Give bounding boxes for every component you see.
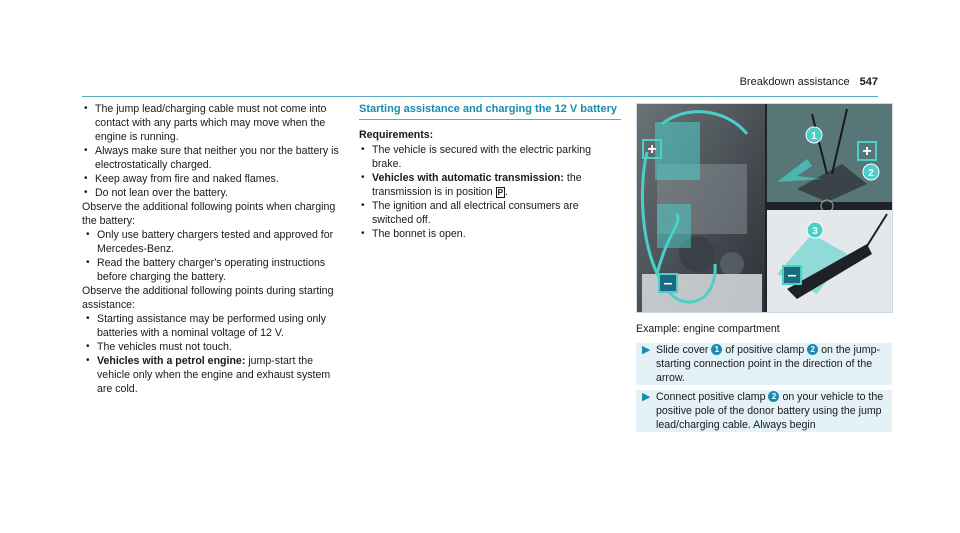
section-title: Breakdown assistance: [739, 76, 850, 88]
section-rule: [359, 119, 621, 120]
list-item: • The jump lead/charging cable must not come into contact with any parts which may move when the engine is running.: [82, 102, 347, 144]
list-item: • The ignition and all electrical consumers are switched off.: [359, 199, 621, 227]
list-item: • Always make sure that neither you nor the battery is electrostatically charged.: [82, 144, 347, 172]
callout-badge-1: 1: [711, 344, 722, 355]
list-item: • The vehicle is secured with the electric parking brake.: [359, 143, 621, 171]
page-number: 547: [859, 76, 878, 88]
auto-text: the transmission is in position: [372, 172, 582, 198]
step-arrow-icon: ▶: [642, 391, 651, 403]
instruction-step-2: [636, 390, 892, 432]
column-left: [82, 102, 347, 396]
petrol-text: jump-start the vehicle only when the engine and exhaust system are cold.: [97, 355, 331, 395]
instruction-step-1: [636, 343, 892, 385]
list-item: • Only use battery chargers tested and approved for Mercedes-Benz.: [84, 228, 347, 256]
engine-compartment-figure: [636, 103, 893, 313]
list-item: • Do not lean over the battery.: [82, 186, 347, 200]
header-rule: [82, 96, 878, 97]
auto-label: Vehicles with automatic transmission:: [372, 172, 564, 184]
minus-sign-detail: –: [787, 267, 797, 284]
observe-starting-text: Observe the additional following points during starting assistance:: [82, 285, 334, 311]
plus-sign: +: [647, 141, 657, 158]
engine-illustration: [637, 104, 892, 312]
list-item: • Keep away from fire and naked flames.: [82, 172, 347, 186]
step-text: on the jump-starting connection point in the direction of the arrow.: [656, 344, 881, 384]
plus-sign-detail: +: [862, 143, 872, 160]
step-arrow-icon: ▶: [642, 344, 651, 356]
bullet-list-c: [82, 312, 347, 396]
park-position-symbol: P: [497, 188, 503, 197]
list-item-petrol: [84, 354, 347, 396]
requirements-label: Requirements:: [359, 129, 434, 141]
list-item: • Read the battery charger's operating instructions before charging the battery.: [84, 256, 347, 284]
step-text: Slide cover: [656, 344, 709, 356]
minus-sign: –: [663, 275, 673, 292]
figure-caption: Example: engine compartment: [636, 323, 780, 335]
callout-3: 3: [812, 226, 818, 237]
column-middle: [359, 102, 621, 241]
callout-badge-2: 2: [807, 344, 818, 355]
bullet-list-b: [82, 228, 347, 284]
running-header: [740, 76, 878, 88]
list-item: • The bonnet is open.: [359, 227, 621, 241]
list-item: • Starting assistance may be performed using only batteries with a nominal voltage of 12 V.: [84, 312, 347, 340]
callout-2: 2: [868, 168, 874, 179]
petrol-label: Vehicles with a petrol engine:: [97, 355, 246, 367]
callout-1: 1: [811, 131, 817, 142]
auto-text-end: .: [505, 186, 508, 198]
step-text: on your vehicle to the positive pole of the donor battery using the jump lead/charging cable. Always begin: [656, 391, 884, 431]
step-2-text: [636, 390, 892, 432]
step-text: of positive clamp: [725, 344, 805, 356]
step-text: Connect positive clamp: [656, 391, 766, 403]
list-item-auto: [359, 171, 621, 199]
list-item: • The vehicles must not touch.: [84, 340, 347, 354]
negative-terminal-area: [657, 204, 691, 248]
requirements-list: [359, 143, 621, 241]
observe-charging-text: Observe the additional following points when charging the battery:: [82, 201, 336, 227]
callout-badge-2: 2: [768, 391, 779, 402]
section-heading: Starting assistance and charging the 12 V battery: [359, 103, 617, 115]
bullet-list-a: [82, 102, 347, 200]
step-1-text: [636, 343, 892, 385]
